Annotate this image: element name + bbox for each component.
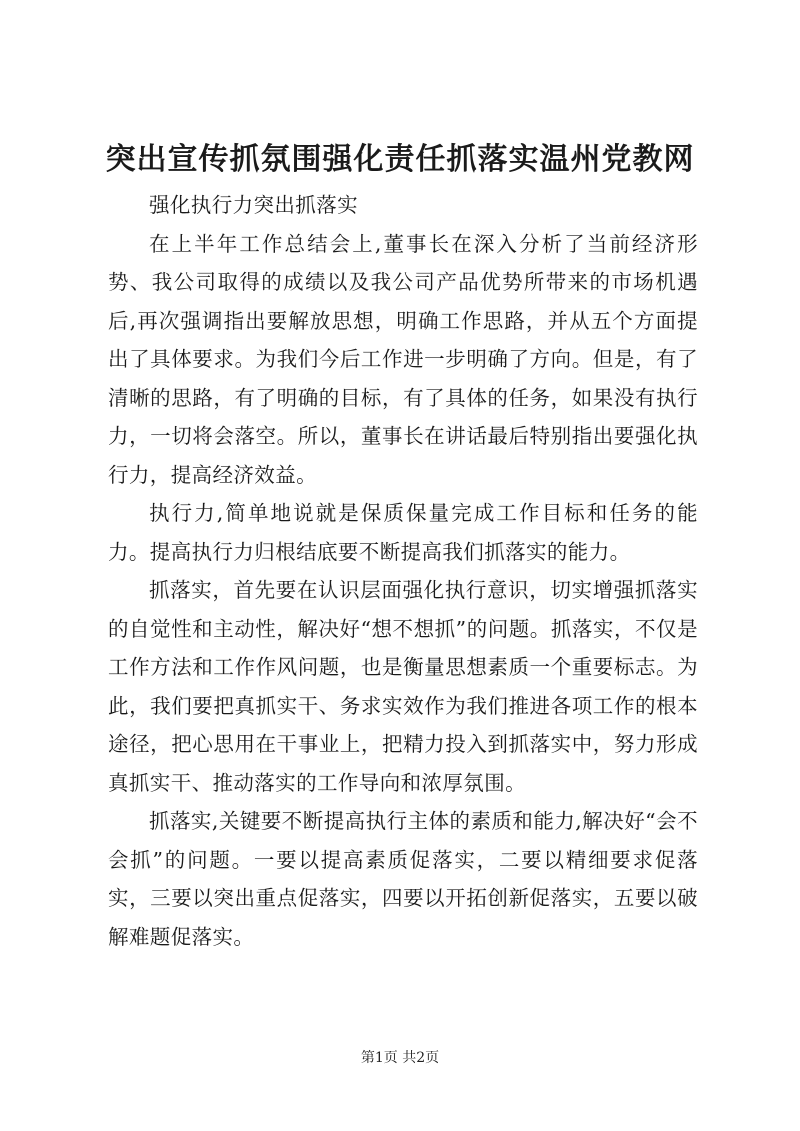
- subtitle-paragraph: 强化执行力突出抓落实: [149, 193, 358, 217]
- body-paragraph: 执行力,简单地说就是保质保量完成工作目标和任务的能力。提高执行力归根结底要不断提高我们抓落实的能力。: [108, 501, 698, 564]
- page-number: 第1页 共2页: [360, 1050, 440, 1066]
- body-paragraph: 抓落实，首先要在认识层面强化执行意识，切实增强抓落实的自觉性和主动性，解决好“想不想抓”的问题。抓落实，不仅是工作方法和工作作风问题，也是衡量思想素质一个重要标志。为此，我们要把真抓实干、务求实效作为我们推进各项工作的根本途径，把心思用在干事业上，把精力投入到抓落实中，努力形成真抓实干、推动落实的工作导向和浓厚氛围。: [108, 578, 698, 795]
- document-body: [108, 186, 698, 956]
- page-title: 突出宣传抓氛围强化责任抓落实温州党教网: [105, 142, 695, 177]
- body-paragraph: 在上半年工作总结会上,董事长在深入分析了当前经济形势、我公司取得的成绩以及我公司产品优势所带来的市场机遇后,再次强调指出要解放思想，明确工作思路，并从五个方面提出了具体要求。为我们今后工作进一步明确了方向。但是，有了清晰的思路，有了明确的目标，有了具体的任务，如果没有执行力，一切将会落空。所以，董事长在讲话最后特别指出要强化执行力，提高经济效益。: [108, 231, 698, 487]
- page-footer: [0, 1048, 800, 1068]
- body-paragraph: 抓落实,关键要不断提高执行主体的素质和能力,解决好“会不会抓”的问题。一要以提高素质促落实，二要以精细要求促落实，三要以突出重点促落实，四要以开拓创新促落实，五要以破解难题促落实。: [108, 809, 698, 949]
